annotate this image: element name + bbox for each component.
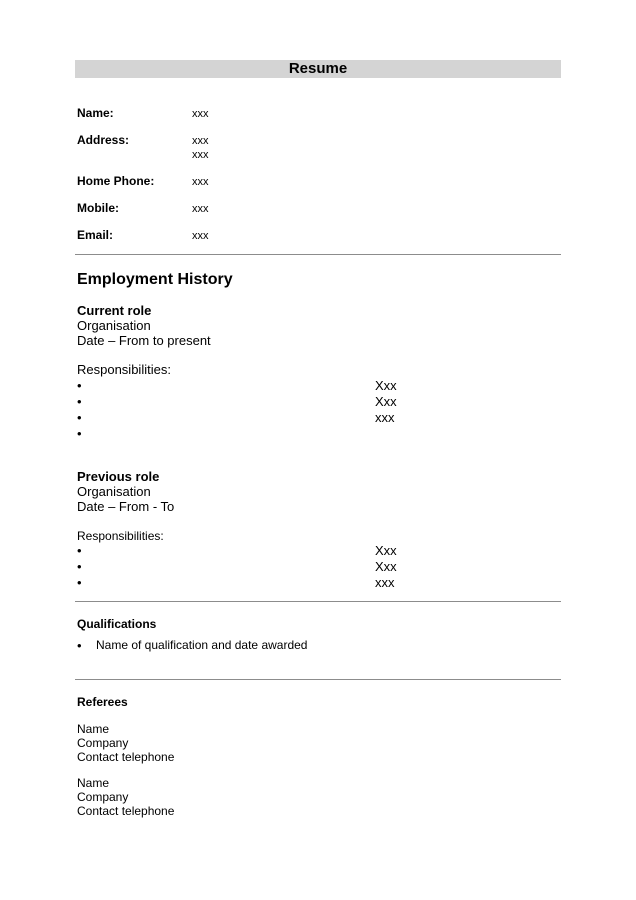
divider (75, 254, 561, 255)
address-line-2: xxx (192, 149, 209, 161)
previous-responsibilities-label: Responsibilities: (77, 529, 164, 543)
name-label: Name: (77, 106, 114, 120)
page-title: Resume (288, 60, 348, 77)
qualification-item: Name of qualification and date awarded (96, 638, 308, 652)
current-resp-item-2: Xxx (375, 394, 397, 409)
mobile-label: Mobile: (77, 201, 119, 215)
bullet-dot-icon: • (77, 426, 82, 441)
referee-1-name: Name (77, 722, 110, 736)
bullet-dot-icon: • (77, 543, 82, 558)
referees-heading: Referees (77, 695, 128, 709)
previous-organisation: Organisation (77, 484, 151, 499)
current-date: Date – From to present (77, 333, 211, 348)
current-resp-item-3: xxx (375, 410, 395, 425)
address-label: Address: (77, 133, 130, 147)
referee-2-company: Company (77, 790, 129, 804)
bullet-dot-icon: • (77, 575, 82, 590)
previous-resp-item-2: Xxx (375, 559, 397, 574)
bullet-dot-icon: • (77, 638, 82, 653)
home-phone-value: xxx (192, 176, 209, 188)
previous-resp-item-3: xxx (375, 575, 395, 590)
resume-title-bar (75, 60, 561, 78)
bullet-dot-icon: • (77, 378, 82, 393)
referee-1-company: Company (77, 736, 129, 750)
current-organisation: Organisation (77, 318, 151, 333)
name-value: xxx (192, 108, 209, 120)
bullet-dot-icon: • (77, 394, 82, 409)
email-value: xxx (192, 230, 209, 242)
referee-2-contact: Contact telephone (77, 804, 175, 818)
previous-date: Date – From - To (77, 499, 175, 514)
divider (75, 679, 561, 680)
mobile-value: xxx (192, 203, 209, 215)
home-phone-label: Home Phone: (77, 174, 155, 188)
referee-2-name: Name (77, 776, 110, 790)
divider (75, 601, 561, 602)
referee-1-contact: Contact telephone (77, 750, 175, 764)
bullet-dot-icon: • (77, 410, 82, 425)
employment-heading: Employment History (77, 271, 233, 288)
previous-role-title: Previous role (77, 469, 160, 484)
bullet-dot-icon: • (77, 559, 82, 574)
qualifications-heading: Qualifications (77, 617, 157, 631)
current-role-title: Current role (77, 303, 152, 318)
address-line-1: xxx (192, 135, 209, 147)
current-resp-item-1: Xxx (375, 378, 397, 393)
previous-resp-item-1: Xxx (375, 543, 397, 558)
current-responsibilities-label: Responsibilities: (77, 362, 171, 377)
email-label: Email: (77, 228, 114, 242)
